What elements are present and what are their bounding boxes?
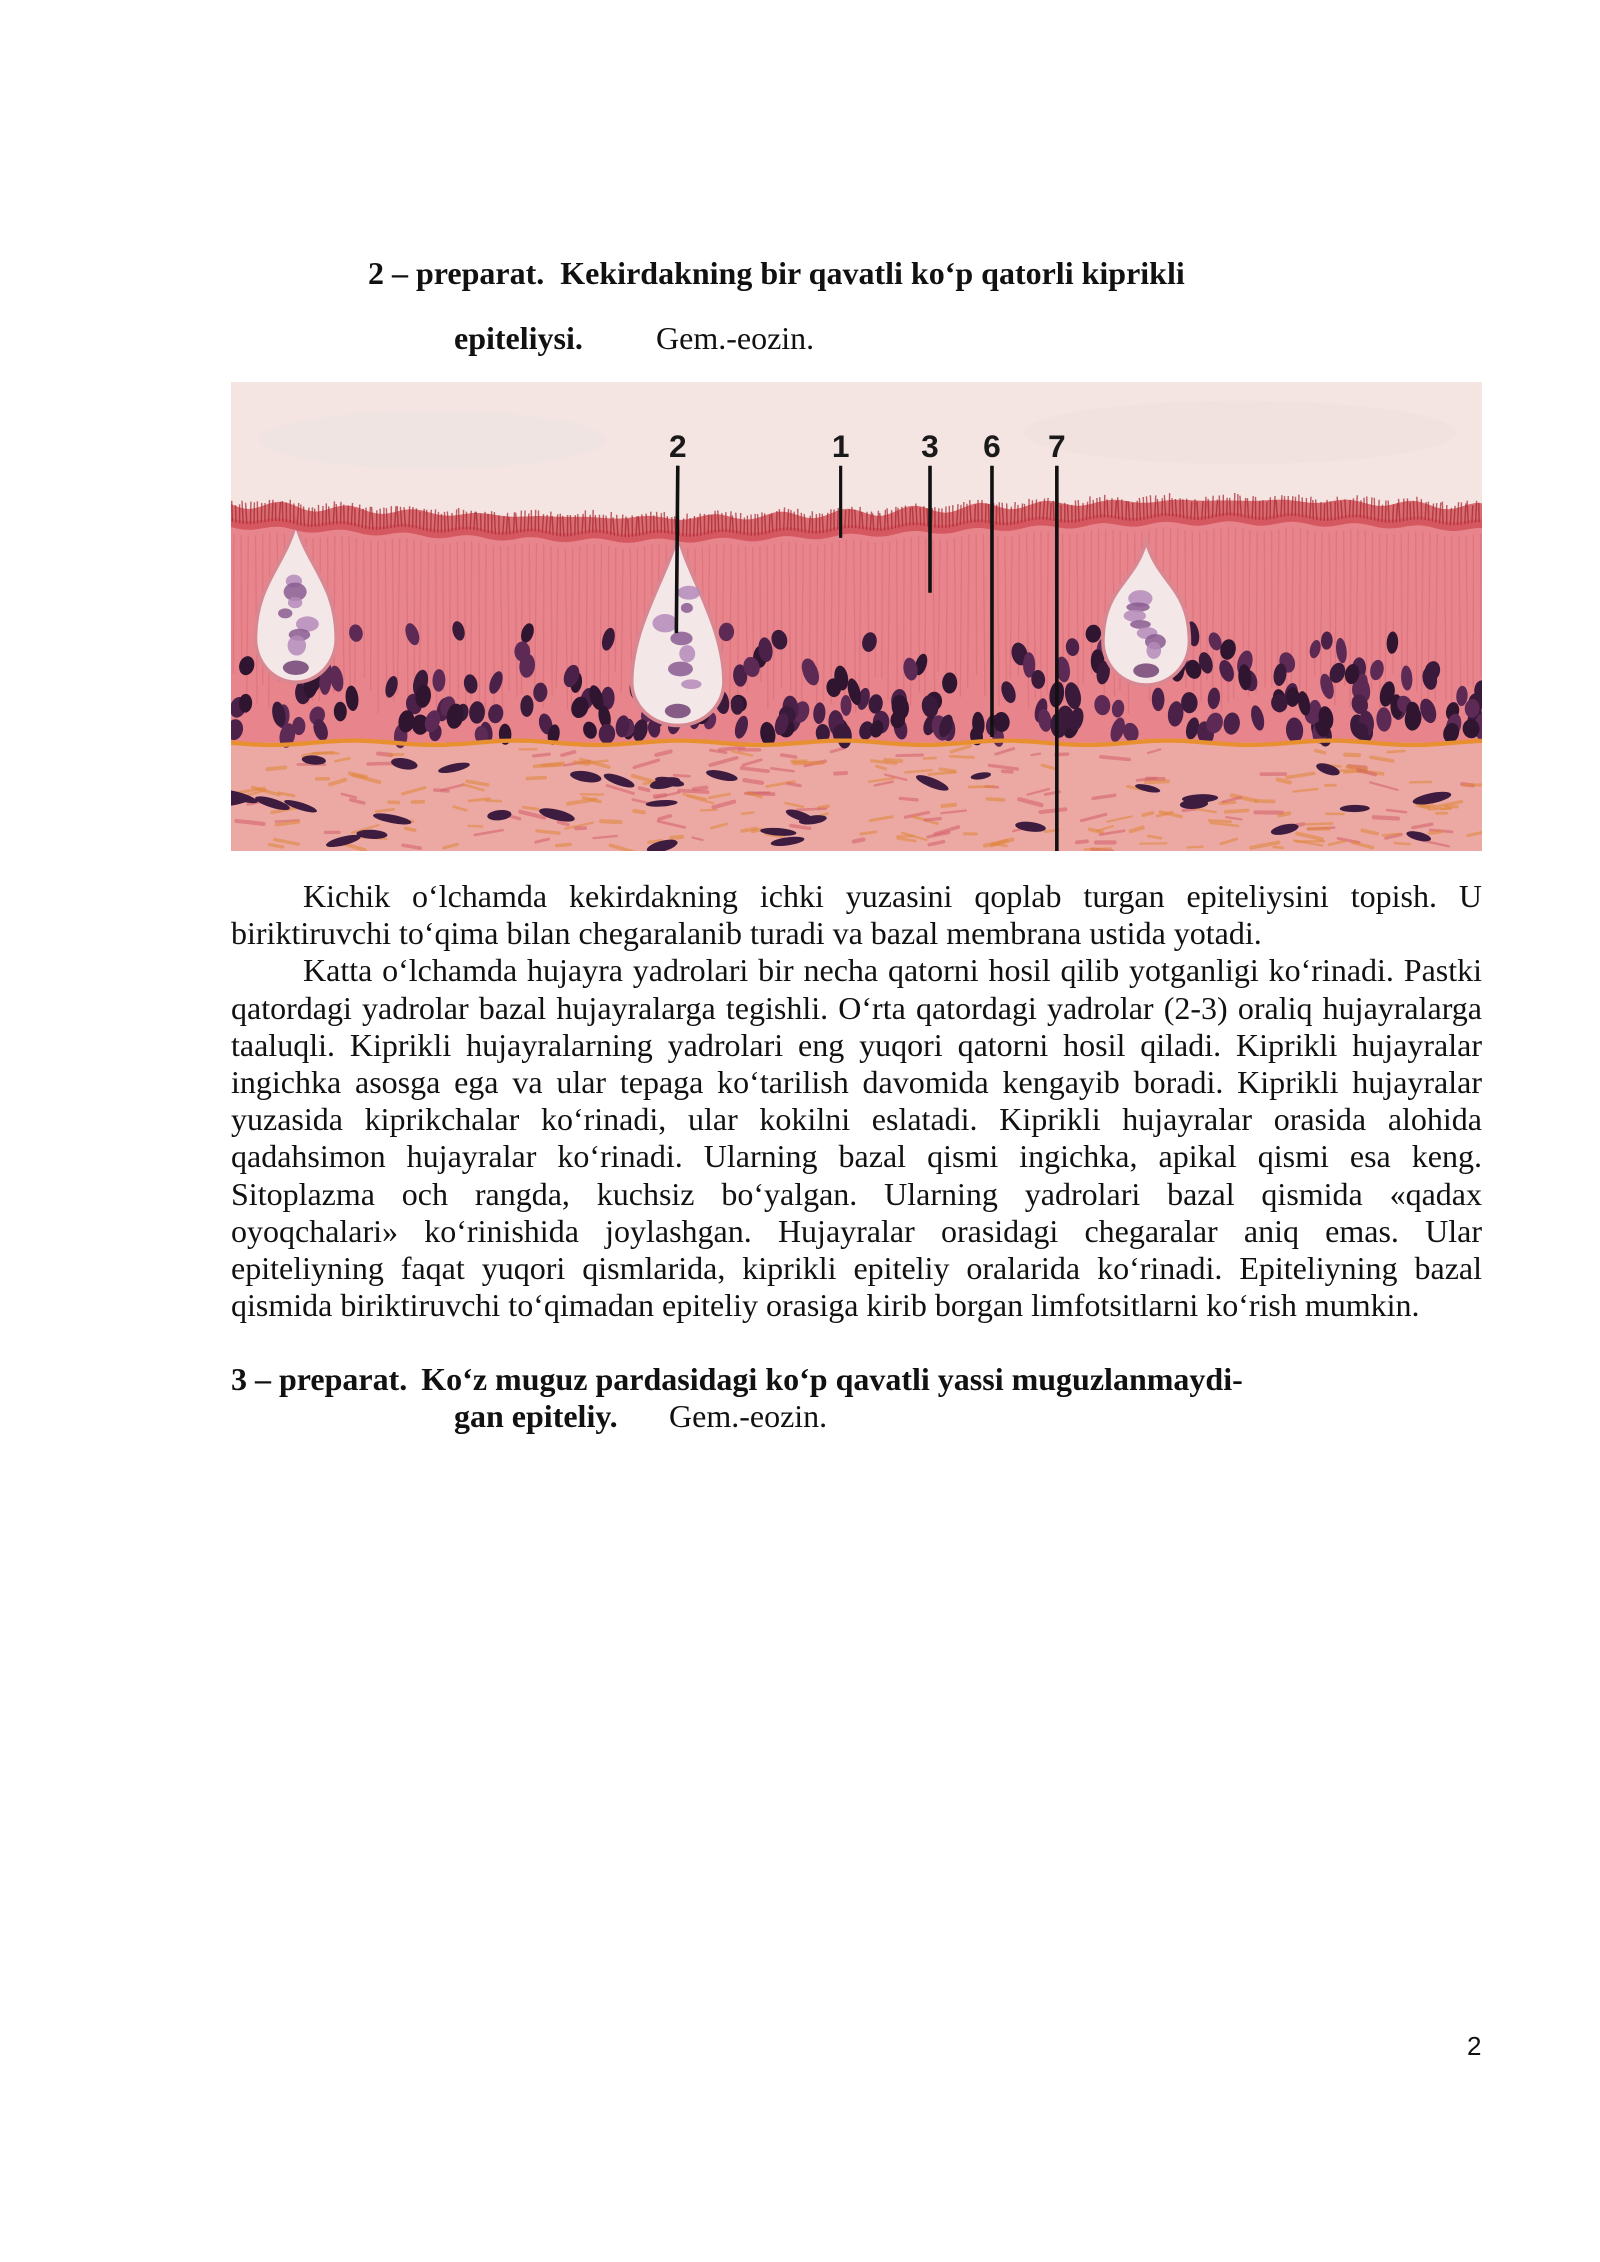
connective-fiber [861, 832, 876, 834]
cilium [261, 503, 262, 523]
cilium [1194, 499, 1195, 520]
goblet-nucleus [665, 704, 691, 718]
cilium [232, 501, 233, 522]
goblet-mucus [678, 586, 701, 600]
cilium [1122, 499, 1123, 519]
cilium [1078, 500, 1079, 522]
preparat-number: 2 – preparat. [368, 255, 545, 291]
figure-label-6: 6 [983, 428, 1001, 465]
connective-fiber [655, 795, 666, 796]
cilium [578, 514, 579, 535]
connective-fiber [1430, 832, 1441, 833]
cell-border [810, 545, 811, 673]
connective-fiber [1374, 817, 1398, 818]
cell-border [1286, 528, 1287, 706]
paragraph-line: qatordagi yadrolar bazal hujayralarga tegishli. O‘rta qatordagi yadrolar (2-3) oraliq hujayralarga [231, 989, 1482, 1026]
connective-fiber [318, 752, 333, 753]
micrograph-figure [231, 382, 1482, 851]
cilium [535, 510, 536, 532]
connective-fiber [1143, 813, 1152, 815]
goblet-mucus [288, 597, 302, 608]
connective-fiber [897, 755, 923, 756]
connective-fiber [744, 780, 762, 783]
goblet-mucus [652, 614, 677, 632]
cilium [362, 509, 363, 528]
connective-fiber [940, 769, 954, 771]
connective-fiber [701, 810, 717, 811]
connective-fiber [1345, 755, 1359, 756]
preparat-title-continuation: epiteliysi. [454, 320, 583, 356]
cilium [694, 516, 695, 537]
cilium [989, 504, 990, 523]
cilium [902, 507, 903, 527]
cilium [1349, 500, 1350, 518]
cell-border [364, 540, 365, 678]
cilium [664, 512, 665, 533]
connective-fiber [1183, 809, 1195, 810]
lumen-shadow [1024, 401, 1456, 464]
cilium [910, 508, 911, 526]
goblet-nucleus [283, 661, 309, 675]
connective-fiber [835, 773, 846, 774]
connective-fiber [900, 798, 917, 800]
paragraph-line: yuzasida kiprikchalar ko‘rinadi, ular kokilni eslatadi. Kiprikli hujayralar orasida alohida [231, 1101, 1482, 1138]
cilium [1139, 498, 1140, 520]
cell-border [479, 542, 480, 705]
connective-fiber [1388, 751, 1405, 752]
cilium [1357, 495, 1358, 517]
cilium [708, 515, 709, 534]
cell-border [1264, 531, 1265, 687]
cilium [1068, 504, 1069, 523]
goblet-mucus [679, 645, 695, 662]
cilium [700, 514, 701, 536]
cell-border [241, 535, 242, 671]
preparat-number: 3 – preparat. [231, 1361, 408, 1397]
cilium [646, 513, 647, 534]
cilium [315, 509, 316, 527]
cilium [557, 514, 558, 535]
paragraph-2 [231, 952, 1482, 1324]
cilium [1187, 499, 1188, 519]
cilium [769, 515, 770, 533]
cilium [1208, 499, 1209, 519]
cilium [308, 508, 309, 527]
cilium [657, 512, 658, 533]
paragraph-line: Sitoplazma och rangda, kuchsiz bo‘yalgan. Ularning yadrolari bazal qismida «qadax [231, 1175, 1482, 1212]
connective-fiber [1146, 781, 1168, 782]
cilium [1360, 500, 1361, 517]
figure-label-3: 3 [921, 428, 939, 465]
cilium [1036, 499, 1037, 519]
goblet-mucus [278, 608, 292, 618]
cell-border [428, 543, 429, 692]
connective-fiber [950, 756, 973, 757]
cilium [683, 518, 684, 536]
cilium [1345, 499, 1346, 518]
connective-fiber [720, 747, 744, 749]
cilium [859, 507, 860, 529]
connective-tissue [231, 743, 1482, 851]
cilium [1378, 500, 1379, 522]
cilium [697, 517, 698, 536]
cilium [967, 504, 968, 524]
cell-border [586, 545, 587, 699]
paragraph-line: Kichik o‘lchamda kekirdakning ichki yuzasini qoplab turgan epiteliysini topish. U [303, 878, 1482, 914]
cilium [423, 509, 424, 530]
figure-label-1: 1 [831, 428, 850, 465]
cilium [1155, 495, 1156, 517]
cilium [1472, 505, 1473, 523]
cilium [1107, 499, 1108, 517]
connective-fiber [527, 778, 545, 779]
paragraph-line: taaluqli. Kiprikli hujayralarning yadrolari eng yuqori qatorni hosil qiladi. Kiprikli hujayralar [231, 1026, 1482, 1063]
paragraph-line: Katta o‘lchamda hujayra yadrolari bir necha qatorni hosil qilib yotganligi ko‘rinadi. Pastki [303, 952, 1482, 989]
connective-fiber [575, 762, 588, 764]
cilium [282, 501, 283, 521]
cilium [722, 513, 723, 532]
cilium [386, 508, 387, 528]
cilium [1172, 498, 1173, 516]
paragraph-line: qismida biriktiruvchi to‘qimadan epiteliy orasiga kirib borgan limfotsitlarni ko‘rish mumkin. [231, 1287, 1420, 1324]
cilium [686, 514, 687, 537]
connective-fiber [782, 755, 796, 757]
cilium [1413, 501, 1414, 519]
cilium [528, 513, 529, 531]
connective-fiber [557, 845, 570, 846]
connective-fiber [925, 819, 940, 820]
cell-border [774, 543, 775, 699]
connective-fiber [537, 831, 559, 833]
cilium [1183, 499, 1184, 518]
cilium [1330, 502, 1331, 521]
connective-fiber [634, 811, 644, 812]
cilium [845, 510, 846, 528]
cilium [758, 514, 759, 535]
connective-fiber [601, 821, 620, 822]
goblet-mucus [670, 632, 692, 646]
connective-fiber [368, 763, 394, 764]
goblet-mucus [1146, 642, 1161, 659]
connective-fiber [1032, 754, 1041, 755]
connective-fiber [1395, 843, 1410, 844]
cilium [885, 510, 886, 531]
paragraph-line: ingichka asosga ega va ular tepaga ko‘tarilish davomida kengayib boradi. Kiprikli hujayralar [231, 1063, 1482, 1100]
cilium [1281, 495, 1282, 517]
cilium [1385, 500, 1386, 522]
body-text [231, 878, 1482, 1324]
connective-fiber [671, 837, 682, 838]
lumen-shadow [260, 411, 606, 469]
cilium [1382, 505, 1383, 523]
epithelium-micrograph [231, 382, 1482, 851]
cilium [1388, 501, 1389, 523]
connective-fiber [1274, 847, 1283, 848]
cilium [1150, 495, 1151, 518]
cilium [1050, 503, 1051, 520]
goblet-mucus [681, 679, 701, 689]
cilium [409, 506, 410, 527]
connective-fiber [236, 821, 263, 824]
cilium [1367, 496, 1368, 519]
cilium [1191, 502, 1192, 520]
cell-border [485, 544, 486, 712]
paragraph-line: biriktiruvchi to‘qima bilan chegaralanib turadi va bazal membrana ustida yotadi. [231, 915, 1262, 952]
leader-line-2 [676, 466, 677, 633]
cell-border [1300, 528, 1301, 689]
cilium [336, 504, 337, 524]
connective-fiber [1003, 771, 1012, 772]
cilium [611, 512, 612, 535]
cilium [369, 507, 370, 530]
cilium [575, 515, 576, 535]
cilium [1230, 498, 1231, 516]
cilium [304, 506, 305, 526]
goblet-nucleus [1133, 663, 1159, 677]
cilium [524, 511, 525, 532]
connective-fiber [543, 765, 561, 766]
cilium [1313, 500, 1314, 520]
connective-fiber [267, 767, 285, 769]
cilium [625, 516, 626, 537]
cilium [1327, 500, 1328, 521]
cilium [855, 510, 856, 528]
cilium [1205, 497, 1206, 520]
cilium [348, 506, 349, 525]
cilium [552, 516, 553, 535]
page-number: 2 [1467, 2031, 1482, 2061]
cilium [827, 513, 828, 532]
cilium [312, 507, 313, 526]
figure-label-2: 2 [668, 428, 687, 465]
cell-border [349, 536, 350, 686]
cilium [1024, 504, 1025, 522]
connective-fiber [1209, 821, 1230, 822]
connective-fiber [1316, 751, 1325, 753]
connective-fiber [1041, 809, 1066, 812]
cilium [849, 509, 850, 528]
connective-fiber [943, 805, 956, 806]
figure-label-7: 7 [1048, 428, 1066, 465]
connective-fiber [1226, 811, 1248, 812]
connective-fiber [742, 813, 753, 814]
connective-fiber [1383, 834, 1400, 836]
cilium [1442, 502, 1443, 524]
cell-border [976, 534, 977, 675]
connective-fiber [753, 829, 761, 831]
cilium [999, 502, 1000, 525]
cilium [905, 506, 906, 526]
connective-fiber [987, 799, 1003, 800]
goblet-mucus [288, 635, 306, 655]
cilium [1014, 502, 1015, 524]
connective-fiber [1279, 813, 1289, 815]
connective-fiber [1256, 801, 1273, 802]
connective-fiber [674, 775, 689, 776]
cilium [444, 512, 445, 532]
heading-preparat-3 [231, 1361, 1243, 1398]
goblet-mucus [668, 662, 693, 677]
cilium [1417, 497, 1418, 520]
cilium [784, 507, 785, 530]
connective-fiber [468, 826, 482, 827]
connective-fiber [1085, 848, 1111, 849]
cilium [895, 507, 896, 529]
connective-fiber [1278, 780, 1290, 783]
connective-fiber [794, 763, 822, 764]
cilium [236, 505, 237, 522]
paragraph-line: epiteliyning faqat yuqori qismlarida, kiprikli epiteliy oralarida ko‘rinadi. Epiteliyning bazal [231, 1249, 1482, 1286]
cilium [521, 511, 522, 533]
cell-border [767, 545, 768, 709]
cilium [927, 508, 928, 526]
cilium [599, 515, 600, 533]
connective-fiber [523, 807, 538, 809]
stain-method: Gem.-eozin. [669, 1398, 828, 1434]
goblet-mucus [1124, 610, 1146, 622]
cilium [1371, 497, 1372, 519]
cilium [1436, 503, 1437, 522]
connective-fiber [797, 809, 826, 810]
connective-fiber [694, 788, 706, 790]
cilium [1040, 501, 1041, 519]
heading-preparat-2 [368, 255, 1185, 292]
cilium [1245, 498, 1246, 518]
cilium [1053, 501, 1054, 521]
connective-fiber [885, 760, 901, 761]
cilium [1410, 503, 1411, 520]
cilium [732, 515, 733, 532]
cilium [1212, 496, 1213, 518]
connective-fiber [1307, 823, 1333, 824]
connective-fiber [486, 801, 501, 802]
cilium [272, 500, 273, 522]
connective-fiber [534, 754, 550, 756]
cilium [628, 519, 629, 537]
connective-fiber [1187, 847, 1202, 848]
cell-border [868, 542, 869, 711]
tissue-layers [231, 493, 1482, 851]
connective-fiber [969, 786, 994, 787]
cell-border [882, 542, 883, 678]
cilium [1234, 493, 1235, 516]
cilium [570, 515, 571, 536]
cilium [438, 512, 439, 533]
connective-fiber [1077, 841, 1087, 842]
cell-border [1401, 533, 1402, 672]
cilium [920, 507, 921, 525]
cell-border [443, 544, 444, 692]
cell-border [753, 547, 754, 674]
preparat-title: Kekirdakning bir qavatli ko‘p qatorli kiprikli [560, 255, 1185, 291]
cilium [975, 504, 976, 522]
stain-method: Gem.-eozin. [656, 320, 815, 356]
cilium [1393, 504, 1394, 522]
paragraph-line: qadahsimon hujayralar ko‘rinadi. Ularning bazal qismi ingichka, apikal qismi esa keng. [231, 1138, 1482, 1175]
cilium [1022, 503, 1023, 522]
preparat-title-continuation: gan epiteliy. [454, 1398, 618, 1434]
connective-fiber [788, 783, 801, 785]
connective-fiber [640, 788, 649, 790]
preparat-title: Ko‘z muguz pardasidagi ko‘p qavatli yassi muguzlanmaydi- [421, 1361, 1243, 1397]
cilium [459, 508, 460, 530]
connective-fiber [1347, 767, 1365, 769]
cilium [431, 510, 432, 532]
cilium [456, 509, 457, 530]
paragraph-line: oyoqchalari» ko‘rinishida joylashgan. Hujayralar orasidagi chegaralar aniq emas. Ular [231, 1212, 1482, 1249]
cilium [960, 505, 961, 525]
cilium [779, 509, 780, 531]
connective-fiber [1441, 808, 1451, 809]
goblet-mucus [681, 603, 693, 613]
cilium [1143, 497, 1144, 520]
connective-fiber [435, 790, 448, 791]
connective-fiber [406, 828, 415, 830]
cell-border [925, 538, 926, 699]
paragraph-1 [231, 878, 1482, 952]
cilium [838, 508, 839, 530]
connective-fiber [854, 839, 864, 841]
cilium [1011, 507, 1012, 525]
